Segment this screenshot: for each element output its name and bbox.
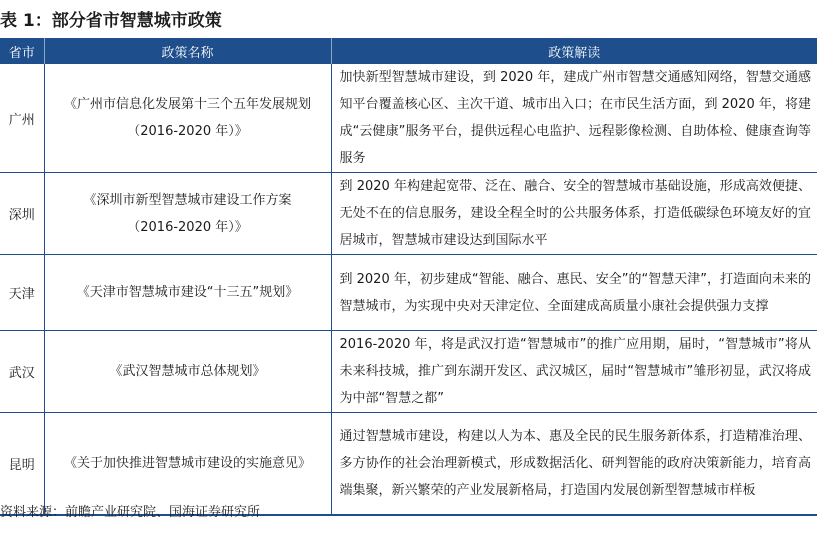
table-header-row <box>0 38 817 64</box>
table-row <box>0 255 817 331</box>
policy-name-cell: 《深圳市新型智慧城市建设工作方案（2016-2020 年）》 <box>44 173 331 255</box>
policy-interpretation-cell: 加快新型智慧城市建设，到 2020 年，建成广州市智慧交通感知网络，智慧交通感知平台覆盖核心区、主次干道、城市出入口；在市民生活方面，到 2020 年，将建成“云健康”服务平台，提供远程心电监护、远程影像检测、自助体检、健康查询等服务 <box>331 64 817 173</box>
city-cell: 深圳 <box>0 173 44 255</box>
policy-name-cell: 《武汉智慧城市总体规划》 <box>44 331 331 413</box>
table-row <box>0 173 817 255</box>
table-row <box>0 331 817 413</box>
column-header-policy-interpretation: 政策解读 <box>331 38 817 64</box>
policy-table-container <box>0 38 817 497</box>
policy-name-cell: 《关于加快推进智慧城市建设的实施意见》 <box>44 413 331 515</box>
policy-interpretation-cell: 2016-2020 年，将是武汉打造“智慧城市”的推广应用期，届时，“智慧城市”将从未来科技城，推广到东湖开发区、武汉城区，届时“智慧城市”雏形初显，武汉将成为中部“智慧之都” <box>331 331 817 413</box>
city-cell: 广州 <box>0 64 44 173</box>
policy-interpretation-cell: 到 2020 年，初步建成“智能、融合、惠民、安全”的“智慧天津”，打造面向未来的智慧城市，为实现中央对天津定位、全面建成高质量小康社会提供强力支撑 <box>331 255 817 331</box>
column-header-city: 省市 <box>0 38 44 64</box>
city-cell: 天津 <box>0 255 44 331</box>
policy-interpretation-cell: 通过智慧城市建设，构建以人为本、惠及全民的民生服务新体系，打造精准治理、多方协作的社会治理新模式，形成数据活化、研判智能的政府决策新能力，培育高端集聚，新兴繁荣的产业发展新格局，打造国内发展创新型智慧城市样板 <box>331 413 817 515</box>
source-note: 资料来源：前瞻产业研究院、国海证券研究所 <box>0 505 261 520</box>
city-cell: 昆明 <box>0 413 44 515</box>
policy-name-cell: 《广州市信息化发展第十三个五年发展规划（2016-2020 年）》 <box>44 64 331 173</box>
policy-interpretation-cell: 到 2020 年构建起宽带、泛在、融合、安全的智慧城市基础设施，形成高效便捷、无处不在的信息服务，建设全程全时的公共服务体系，打造低碳绿色环境友好的宜居城市，智慧城市建设达到国际水平 <box>331 173 817 255</box>
table-row <box>0 413 817 515</box>
policy-table <box>0 38 817 516</box>
table-row <box>0 64 817 173</box>
policy-name-cell: 《天津市智慧城市建设“十三五”规划》 <box>44 255 331 331</box>
table-title: 表 1：部分省市智慧城市政策 <box>0 11 222 31</box>
city-cell: 武汉 <box>0 331 44 413</box>
column-header-policy-name: 政策名称 <box>44 38 331 64</box>
